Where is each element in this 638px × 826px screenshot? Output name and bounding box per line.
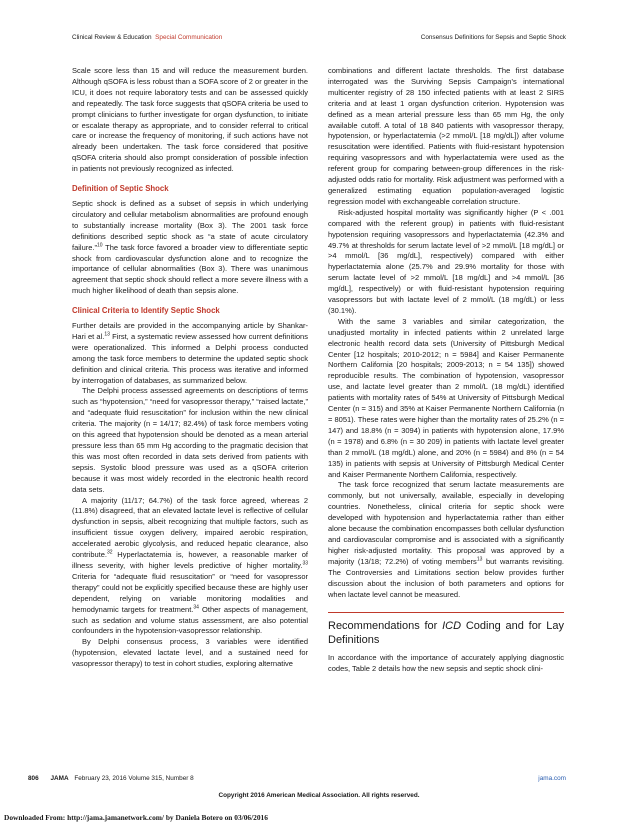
issue-info: February 23, 2016 Volume 315, Number 8 xyxy=(74,775,194,782)
reference-superscript[interactable]: 13 xyxy=(104,331,110,338)
section-heading-icd-coding: Recommendations for ICD Coding and for Lay Definitions xyxy=(328,612,564,647)
paragraph: Risk-adjusted hospital mortality was significantly higher (P < .001 compared with the referent group) in patients with fluid-resistant hypotension requiring vasopressors and hyperlactatemia (42.3% and 49.7% at thresholds for serum lactate level of >2 mmol/L [18 mg/dL] or >4 mmol/L [36 mg/dL], respectively) compared with either hyperlactatemia alone (25.7% and 29.9% mortality for those with serum lactate level of >2 mmol/L [18 mg/dL] and >4 mmol/L [36 mg/dL], respectively) or with fluid-resistant hypotension requiring vasopressors but with lactate level of 2 mmol/L (18 mg/dL) or less (30.1%). xyxy=(328,207,564,315)
download-stamp: Downloaded From: http://jama.jamanetwork.com/ by Daniela Botero on 03/06/2016 xyxy=(4,813,268,822)
reference-superscript[interactable]: 32 xyxy=(107,549,113,556)
page-number: 806 xyxy=(28,775,39,782)
page-footer xyxy=(28,775,566,782)
paragraph: By Delphi consensus process, 3 variables were identified (hypotension, elevated lactate level, and a sustained need for vasopressor therapy) to test in cohort studies, exploring alternative xyxy=(72,637,308,669)
running-header xyxy=(72,34,566,41)
paragraph: A majority (11/17; 64.7%) of the task force agreed, whereas 2 (11.8%) disagreed, that an elevated lactate level is reflective of cellular dysfunction in sepsis, albeit recognizing that multiple factors, such as insufficient tissue oxygen delivery, impaired aerobic respiration, accelerated aerobic glycolysis, and reduced hepatic clearance, also contribute.$^{32}$ Hyperlactatemia is, however, a reasonable marker of illness severity, with higher levels predictive of higher mortality.$^{33}$ Criteria for “adequate fluid resuscitation” or “need for vasopressor therapy” could not be explicitly specified because these are highly user dependent, relying on variable monitoring modalities and hemodynamic targets for treatment.$^{34}$ Other aspects of management, such as sedation and volume status assessment, are also potential confounders in the hypotension-vasopressor relationship. xyxy=(72,495,308,636)
reference-superscript[interactable]: 33 xyxy=(302,560,308,567)
paragraph: combinations and different lactate thresholds. The first database interrogated was the Surviving Sepsis Campaign’s international multicenter registry of 28 150 infected patients with at least 2 SIRS criteria and at least 1 organ dysfunction criterion. Hypotension was defined as a mean arterial pressure less than 65 mm Hg, the only available cutoff. A total of 18 840 patients with vasopressor therapy, hypotension, or hyperlactatemia (>2 mmol/L [18 mg/dL]) after volume resuscitation were identified. Patients with fluid-resistant hypotension requiring vasopressors and with hyperlactatemia were used as the referent group for comparing between-group differences in the risk-adjusted odds ratio for mortality. Risk adjustment was performed with a generalized estimating equation population-averaged logistic regression model with exchangeable correlation structure. xyxy=(328,66,564,206)
section-heading-clinical-criteria: Clinical Criteria to Identify Septic Shock xyxy=(72,306,220,316)
section-label: Clinical Review & Education xyxy=(72,34,152,41)
special-communication-label: Special Communication xyxy=(155,34,223,41)
paragraph: With the same 3 variables and similar categorization, the unadjusted mortality in infected patients within 2 unrelated large electronic health record data sets (University of Pittsburgh Medical Center [12 hospitals; 2010-2012; n = 5984] and Kaiser Permanente Northern California [20 hospitals; 2009-2013; n = 54 135]) showed reproducible results. The combination of hypotension, vasopressor use, and lactate level greater than 2 mmol/L (18 mg/dL) identified patients with mortality rates of 54% at University of Pittsburgh Medical Center (n = 315) and 35% at Kaiser Permanente Northern California (n = 8051). These rates were higher than the mortality rates of 25.2% (n = 147) and 18.8% (n = 3094) in patients with hypotension alone, 17.9% (n = 1978) and 6.8% (n = 30 209) in patients with lactate level greater than 2 mmol/L (18 mg/dL) alone, and 20% (n = 5984) and 8% (n = 54 135) in patients with sepsis at University of Pittsburgh Medical Center and Kaiser Permanente Northern California, respectively. xyxy=(328,316,564,479)
paragraph: The Delphi process assessed agreements on descriptions of terms such as “hypotension,” “need for vasopressor therapy,” “raised lactate,” and “adequate fluid resuscitation” for inclusion within the new clinical criteria. The majority (n = 14/17; 82.4%) of task force members voting on this agreed that hypotension should be denoted as a mean arterial pressure less than 65 mm Hg according to the pragmatic decision that this was most often recorded in data sets derived from patients with sepsis. Systolic blood pressure was used as a qSOFA criterion because it was most widely recorded in the electronic health record data sets. xyxy=(72,386,308,494)
section-heading-septic-shock-definition: Definition of Septic Shock xyxy=(72,184,169,194)
footer-left xyxy=(28,775,194,782)
copyright-notice: Copyright 2016 American Medical Association. All rights reserved. xyxy=(218,792,420,799)
header-section xyxy=(72,34,222,41)
paragraph: In accordance with the importance of accurately applying diagnostic codes, Table 2 details how the new sepsis and septic shock clini- xyxy=(328,653,564,674)
reference-superscript[interactable]: 34 xyxy=(193,604,199,611)
paragraph: Scale score less than 15 and will reduce the measurement burden. Although qSOFA is less robust than a SOFA score of 2 or greater in the ICU, it does not require laboratory tests and can be assessed quickly and repeatedly. The task force suggests that qSOFA criteria be used to prompt clinicians to further investigate for organ dysfunction, to initiate or escalate therapy as appropriate, and to consider referral to critical care or increase the frequency of monitoring, if such actions have not already been undertaken. The task force considered that positive qSOFA criteria should also prompt consideration of possible infection in patients not previously recognized as infected. xyxy=(72,66,308,174)
site-link[interactable]: jama.com xyxy=(538,775,566,782)
paragraph: The task force recognized that serum lactate measurements are commonly, but not universally, available, especially in developing countries. Nonetheless, clinical criteria for septic shock were developed with hypotension and hyperlactatemia rather than either alone because the combination encompasses both cellular dysfunction and cardiovascular compromise and is associated with a significantly higher risk-adjusted mortality. This proposal was approved by a majority (13/18; 72.2%) of voting members$^{13}$ but warrants revisiting. The Controversies and Limitations section below provides further discussion about the inclusion of both parameters and options for when lactate level cannot be measured. xyxy=(328,480,564,599)
running-title: Consensus Definitions for Sepsis and Septic Shock xyxy=(420,34,566,41)
journal-name: JAMA xyxy=(50,775,69,782)
left-column xyxy=(72,66,308,670)
paragraph: Further details are provided in the accompanying article by Shankar-Hari et al.$^{13}$ First, a systematic review assessed how current definitions were operationalized. This informed a Delphi process conducted among the task force members to determine the updated septic shock definition and clinical criteria. This process was iterative and informed by interrogation of databases, as summarized below. xyxy=(72,321,308,385)
reference-superscript[interactable]: 13 xyxy=(476,556,483,563)
reference-superscript[interactable]: 10 xyxy=(97,242,103,249)
right-column xyxy=(328,66,564,675)
paragraph: Septic shock is defined as a subset of sepsis in which underlying circulatory and cellular metabolism abnormalities are profound enough to substantially increase mortality (Box 3). The 2001 task force definitions described septic shock as “a state of acute circulatory failure.”$^{10}$ The task force favored a broader view to differentiate septic shock from cardiovascular dysfunction alone and to recognize the importance of cellular abnormalities (Box 3). There was unanimous agreement that septic shock should reflect a more severe illness with a much higher likelihood of death than sepsis alone. xyxy=(72,198,308,296)
